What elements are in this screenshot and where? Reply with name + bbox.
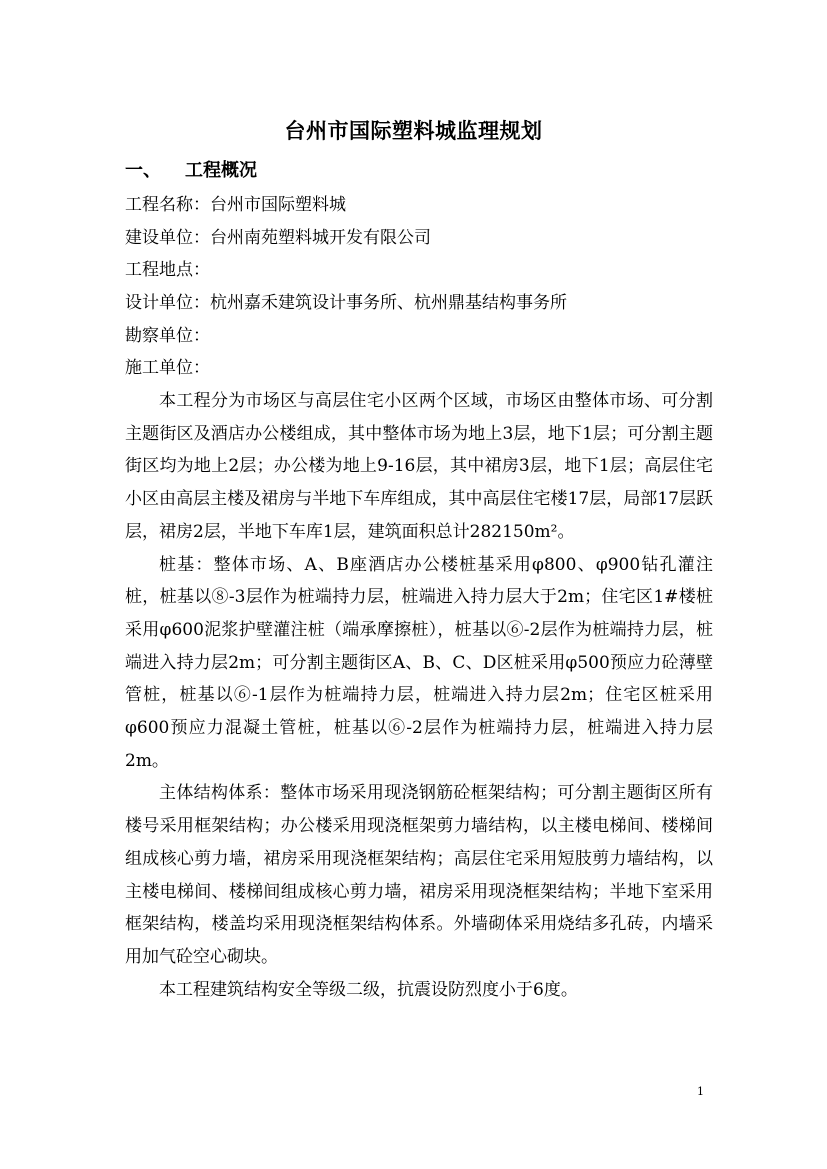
section-title: 工程概况 [185,160,257,181]
info-line-client: 建设单位：台州南苑塑料城开发有限公司 [125,227,431,248]
info-line-surveyor: 勘察单位： [125,325,210,346]
info-line-designer: 设计单位：杭州嘉禾建筑设计事务所、杭州鼎基结构事务所 [125,293,567,314]
document-title: 台州市国际塑料城监理规划 [284,118,543,143]
section-number: 一、 [125,160,161,181]
paragraph-piles: 桩基：整体市场、A、B座酒店办公楼桩基采用φ800、φ900钻孔灌注桩，桩基以⑧-3层作为桩端持力层，桩端进入持力层大于2m；住宅区1#楼桩采用φ600泥浆护壁灌注桩（端承摩擦桩），桩基以⑥-2层作为桩端持力层，桩端进入持力层2m；可分割主题街区A、B、C、D区桩采用φ500预应力砼薄壁管桩，桩基以⑥-1层作为桩端持力层，桩端进入持力层2m；住宅区桩采用φ600预应力混凝土管桩，桩基以⑥-2层作为桩端持力层，桩端进入持力层2m。 [125,554,713,771]
project-info [125,189,713,385]
page-number: 1 [697,1085,704,1098]
info-line-contractor: 施工单位： [125,358,210,379]
section-heading [125,156,257,186]
body-paragraphs [125,385,713,1006]
info-line-project-name: 工程名称：台州市国际塑料城 [125,195,346,215]
paragraph-structure: 主体结构体系：整体市场采用现浇钢筋砼框架结构；可分割主题街区所有楼号采用框架结构；办公楼采用现浇框架剪力墙结构，以主楼电梯间、楼梯间组成核心剪力墙，裙房采用现浇框架结构；高层住宅采用短肢剪力墙结构，以主楼电梯间、楼梯间组成核心剪力墙，裙房采用现浇框架结构；半地下室采用框架结构，楼盖均采用现浇框架结构体系。外墙砌体采用烧结多孔砖，内墙采用加气砼空心砌块。 [125,783,713,967]
paragraph-safety: 本工程建筑结构安全等级二级，抗震设防烈度小于6度。 [159,979,578,1000]
info-line-location: 工程地点： [125,260,210,281]
paragraph-overview: 本工程分为市场区与高层住宅小区两个区域，市场区由整体市场、可分割主题街区及酒店办公楼组成，其中整体市场为地上3层，地下1层；可分割主题街区均为地上2层；办公楼为地上9-16层，其中裙房3层，地下1层；高层住宅小区由高层主楼及裙房与半地下车库组成，其中高层住宅楼17层，局部17层跃层，裙房2层，半地下车库1层，建筑面积总计282150m²。 [125,391,713,542]
